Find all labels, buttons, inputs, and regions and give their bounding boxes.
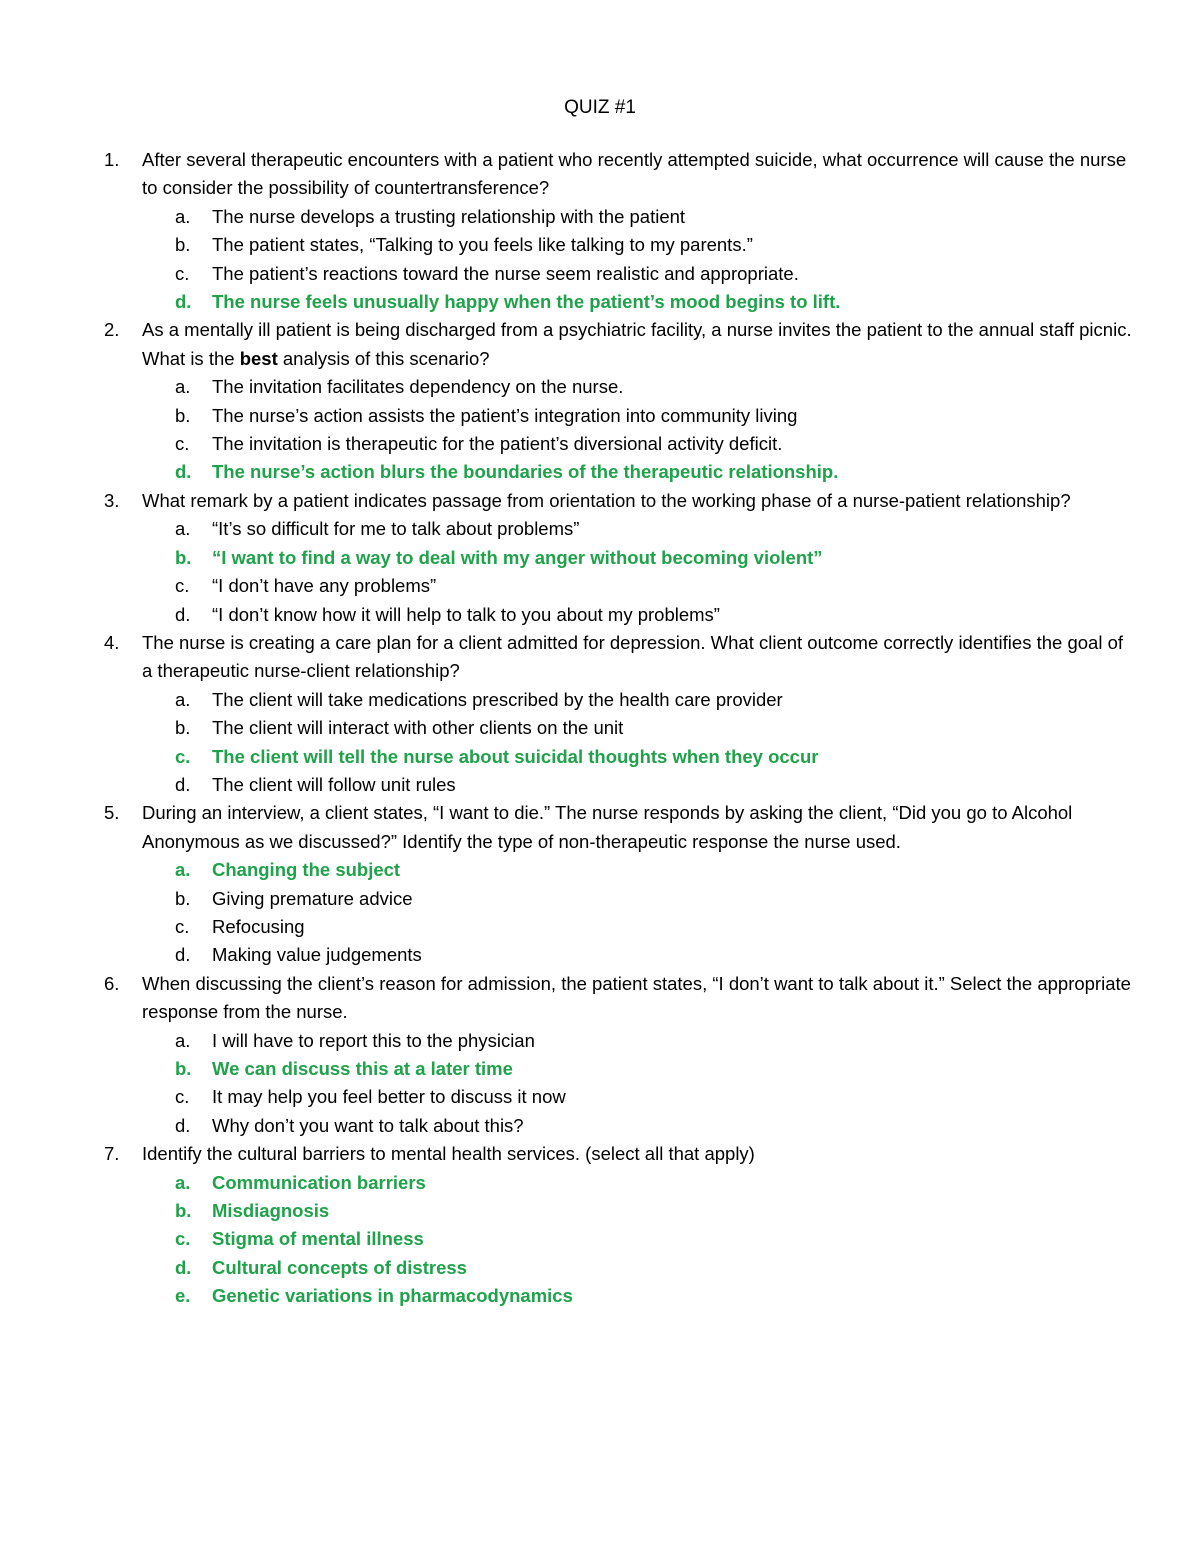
choice-letter: d. xyxy=(175,1114,191,1136)
choice-list xyxy=(142,856,1134,970)
choice-item xyxy=(142,1197,1134,1225)
choice-letter: c. xyxy=(175,575,190,597)
choice-text: “I want to find a way to deal with my anger without becoming violent” xyxy=(212,546,823,568)
choice-item xyxy=(142,1282,1134,1310)
choice-list xyxy=(142,515,1134,629)
choice-text: Giving premature advice xyxy=(212,887,413,909)
choice-letter: c. xyxy=(175,1228,191,1250)
choice-letter: a. xyxy=(175,518,191,540)
question-3 xyxy=(104,487,1134,629)
question-6 xyxy=(104,970,1134,1140)
choice-text: We can discuss this at a later time xyxy=(212,1058,513,1079)
choice-text: “I don’t have any problems” xyxy=(212,575,437,597)
question-text: What remark by a patient indicates passage from orientation to the working phase of a nurse-patient relationship? xyxy=(142,489,1071,511)
choice-letter: b. xyxy=(175,717,191,739)
question-text-part: analysis of this scenario? xyxy=(277,347,490,369)
choice-letter: a. xyxy=(175,859,191,881)
choice-text: The client will follow unit rules xyxy=(212,773,456,795)
choice-item xyxy=(142,913,1134,941)
choice-item xyxy=(142,288,1134,316)
choice-text: The client will take medications prescribed by the health care provider xyxy=(212,688,783,710)
choice-letter: d. xyxy=(175,944,191,966)
choice-item xyxy=(142,515,1134,543)
choice-text: The patient states, “Talking to you feels like talking to my parents.” xyxy=(212,234,753,256)
choice-item xyxy=(142,941,1134,969)
choice-item xyxy=(142,1027,1134,1055)
choice-item xyxy=(142,1112,1134,1140)
choice-item xyxy=(142,885,1134,913)
choice-text: The patient’s reactions toward the nurse seem realistic and appropriate. xyxy=(212,262,799,284)
choice-letter: e. xyxy=(175,1285,191,1307)
choice-list xyxy=(142,1169,1134,1311)
choice-letter: b. xyxy=(175,1058,192,1079)
choice-text: Communication barriers xyxy=(212,1171,426,1193)
choice-letter: a. xyxy=(175,376,191,398)
choice-letter: c. xyxy=(175,745,191,767)
choice-letter: d. xyxy=(175,461,192,483)
choice-text: Stigma of mental illness xyxy=(212,1228,424,1250)
question-number: 2. xyxy=(104,319,120,341)
choice-item xyxy=(142,458,1134,486)
choice-item xyxy=(142,260,1134,288)
question-4 xyxy=(104,629,1134,799)
choice-text: The invitation facilitates dependency on the nurse. xyxy=(212,376,624,398)
choice-letter: d. xyxy=(175,1256,192,1278)
choice-item xyxy=(142,771,1134,799)
choice-text: It may help you feel better to discuss it now xyxy=(212,1086,566,1108)
choice-letter: a. xyxy=(175,1029,191,1051)
choice-text: The nurse’s action assists the patient’s integration into community living xyxy=(212,404,798,426)
choice-letter: d. xyxy=(175,603,191,625)
choice-text: “It’s so difficult for me to talk about problems” xyxy=(212,518,580,540)
question-emphasis: best xyxy=(239,347,278,369)
choice-item xyxy=(142,373,1134,401)
question-number: 5. xyxy=(104,802,120,824)
question-5 xyxy=(104,799,1134,969)
choice-letter: a. xyxy=(175,1171,191,1193)
choice-item xyxy=(142,1225,1134,1253)
choice-text: The nurse develops a trusting relationship with the patient xyxy=(212,205,686,227)
question-number: 1. xyxy=(104,149,120,170)
question-text xyxy=(142,319,1132,368)
choice-letter: d. xyxy=(175,291,192,313)
choice-text: Cultural concepts of distress xyxy=(212,1256,467,1278)
choice-item xyxy=(142,430,1134,458)
question-number: 4. xyxy=(104,631,120,653)
choice-item xyxy=(142,686,1134,714)
choice-item xyxy=(142,572,1134,600)
choice-text: Refocusing xyxy=(212,915,305,937)
choice-text: The client will tell the nurse about suicidal thoughts when they occur xyxy=(212,745,819,767)
choice-list xyxy=(142,203,1134,317)
choice-text: Misdiagnosis xyxy=(212,1200,330,1222)
choice-list xyxy=(142,686,1134,800)
question-text-part: As a mentally ill patient is being discharged from a psychiatric facility, a nurse invites the patient to the annual staff picnic. What is the xyxy=(142,319,1132,369)
question-text: When discussing the client’s reason for admission, the patient states, “I don’t want to talk about it.” Select the appropriate response from the nurse. xyxy=(142,972,1131,1023)
page-title: QUIZ #1 xyxy=(564,97,636,118)
choice-letter: b. xyxy=(175,404,191,426)
choice-letter: c. xyxy=(175,1086,190,1108)
choice-letter: b. xyxy=(175,546,192,568)
choice-item xyxy=(142,743,1134,771)
choice-letter: b. xyxy=(175,234,191,256)
choice-text: The nurse’s action blurs the boundaries of the therapeutic relationship. xyxy=(212,461,839,483)
choice-item xyxy=(142,1169,1134,1197)
choice-letter: a. xyxy=(175,205,191,227)
choice-letter: c. xyxy=(175,262,190,284)
question-text: The nurse is creating a care plan for a client admitted for depression. What client outcome correctly identifies the goal of a therapeutic nurse-client relationship? xyxy=(142,631,1123,682)
choice-item xyxy=(142,714,1134,742)
question-number: 7. xyxy=(104,1143,120,1165)
choice-text: Genetic variations in pharmacodynamics xyxy=(212,1285,573,1307)
question-text: Identify the cultural barriers to mental health services. (select all that apply) xyxy=(142,1143,755,1165)
choice-text: The nurse feels unusually happy when the patient’s mood begins to lift. xyxy=(212,291,841,313)
choice-list xyxy=(142,373,1134,487)
choice-letter: d. xyxy=(175,773,191,795)
choice-item xyxy=(142,1254,1134,1282)
question-list xyxy=(104,146,1134,1311)
choice-text: The invitation is therapeutic for the patient’s diversional activity deficit. xyxy=(212,433,783,455)
choice-item xyxy=(142,601,1134,629)
choice-item xyxy=(142,1083,1134,1111)
choice-item xyxy=(142,203,1134,231)
choice-letter: b. xyxy=(175,1200,192,1222)
question-number: 3. xyxy=(104,489,120,511)
choice-text: “I don’t know how it will help to talk to you about my problems” xyxy=(212,603,720,625)
question-text: During an interview, a client states, “I want to die.” The nurse responds by asking the client, “Did you go to Alcohol Anonymous as we discussed?” Identify the type of non-therapeutic response the nurse used. xyxy=(142,802,1073,852)
question-text: After several therapeutic encounters with a patient who recently attempted suicide, what occurrence will cause the nurse to consider the possibility of countertransference? xyxy=(142,149,1127,199)
choice-letter: c. xyxy=(175,433,190,455)
choice-text: I will have to report this to the physician xyxy=(212,1029,535,1051)
question-7 xyxy=(104,1140,1134,1310)
choice-item xyxy=(142,231,1134,259)
choice-letter: c. xyxy=(175,915,190,937)
choice-letter: a. xyxy=(175,688,191,710)
choice-letter: b. xyxy=(175,887,191,909)
question-2 xyxy=(104,316,1134,486)
choice-text: Making value judgements xyxy=(212,944,422,966)
question-1 xyxy=(104,146,1134,316)
question-number: 6. xyxy=(104,972,120,994)
choice-item xyxy=(142,856,1134,884)
choice-text: Changing the subject xyxy=(212,859,401,881)
choice-item xyxy=(142,544,1134,572)
choice-list xyxy=(142,1027,1134,1141)
choice-item xyxy=(142,1055,1134,1083)
choice-item xyxy=(142,402,1134,430)
choice-text: The client will interact with other clients on the unit xyxy=(212,717,624,739)
choice-text: Why don’t you want to talk about this? xyxy=(212,1114,524,1136)
